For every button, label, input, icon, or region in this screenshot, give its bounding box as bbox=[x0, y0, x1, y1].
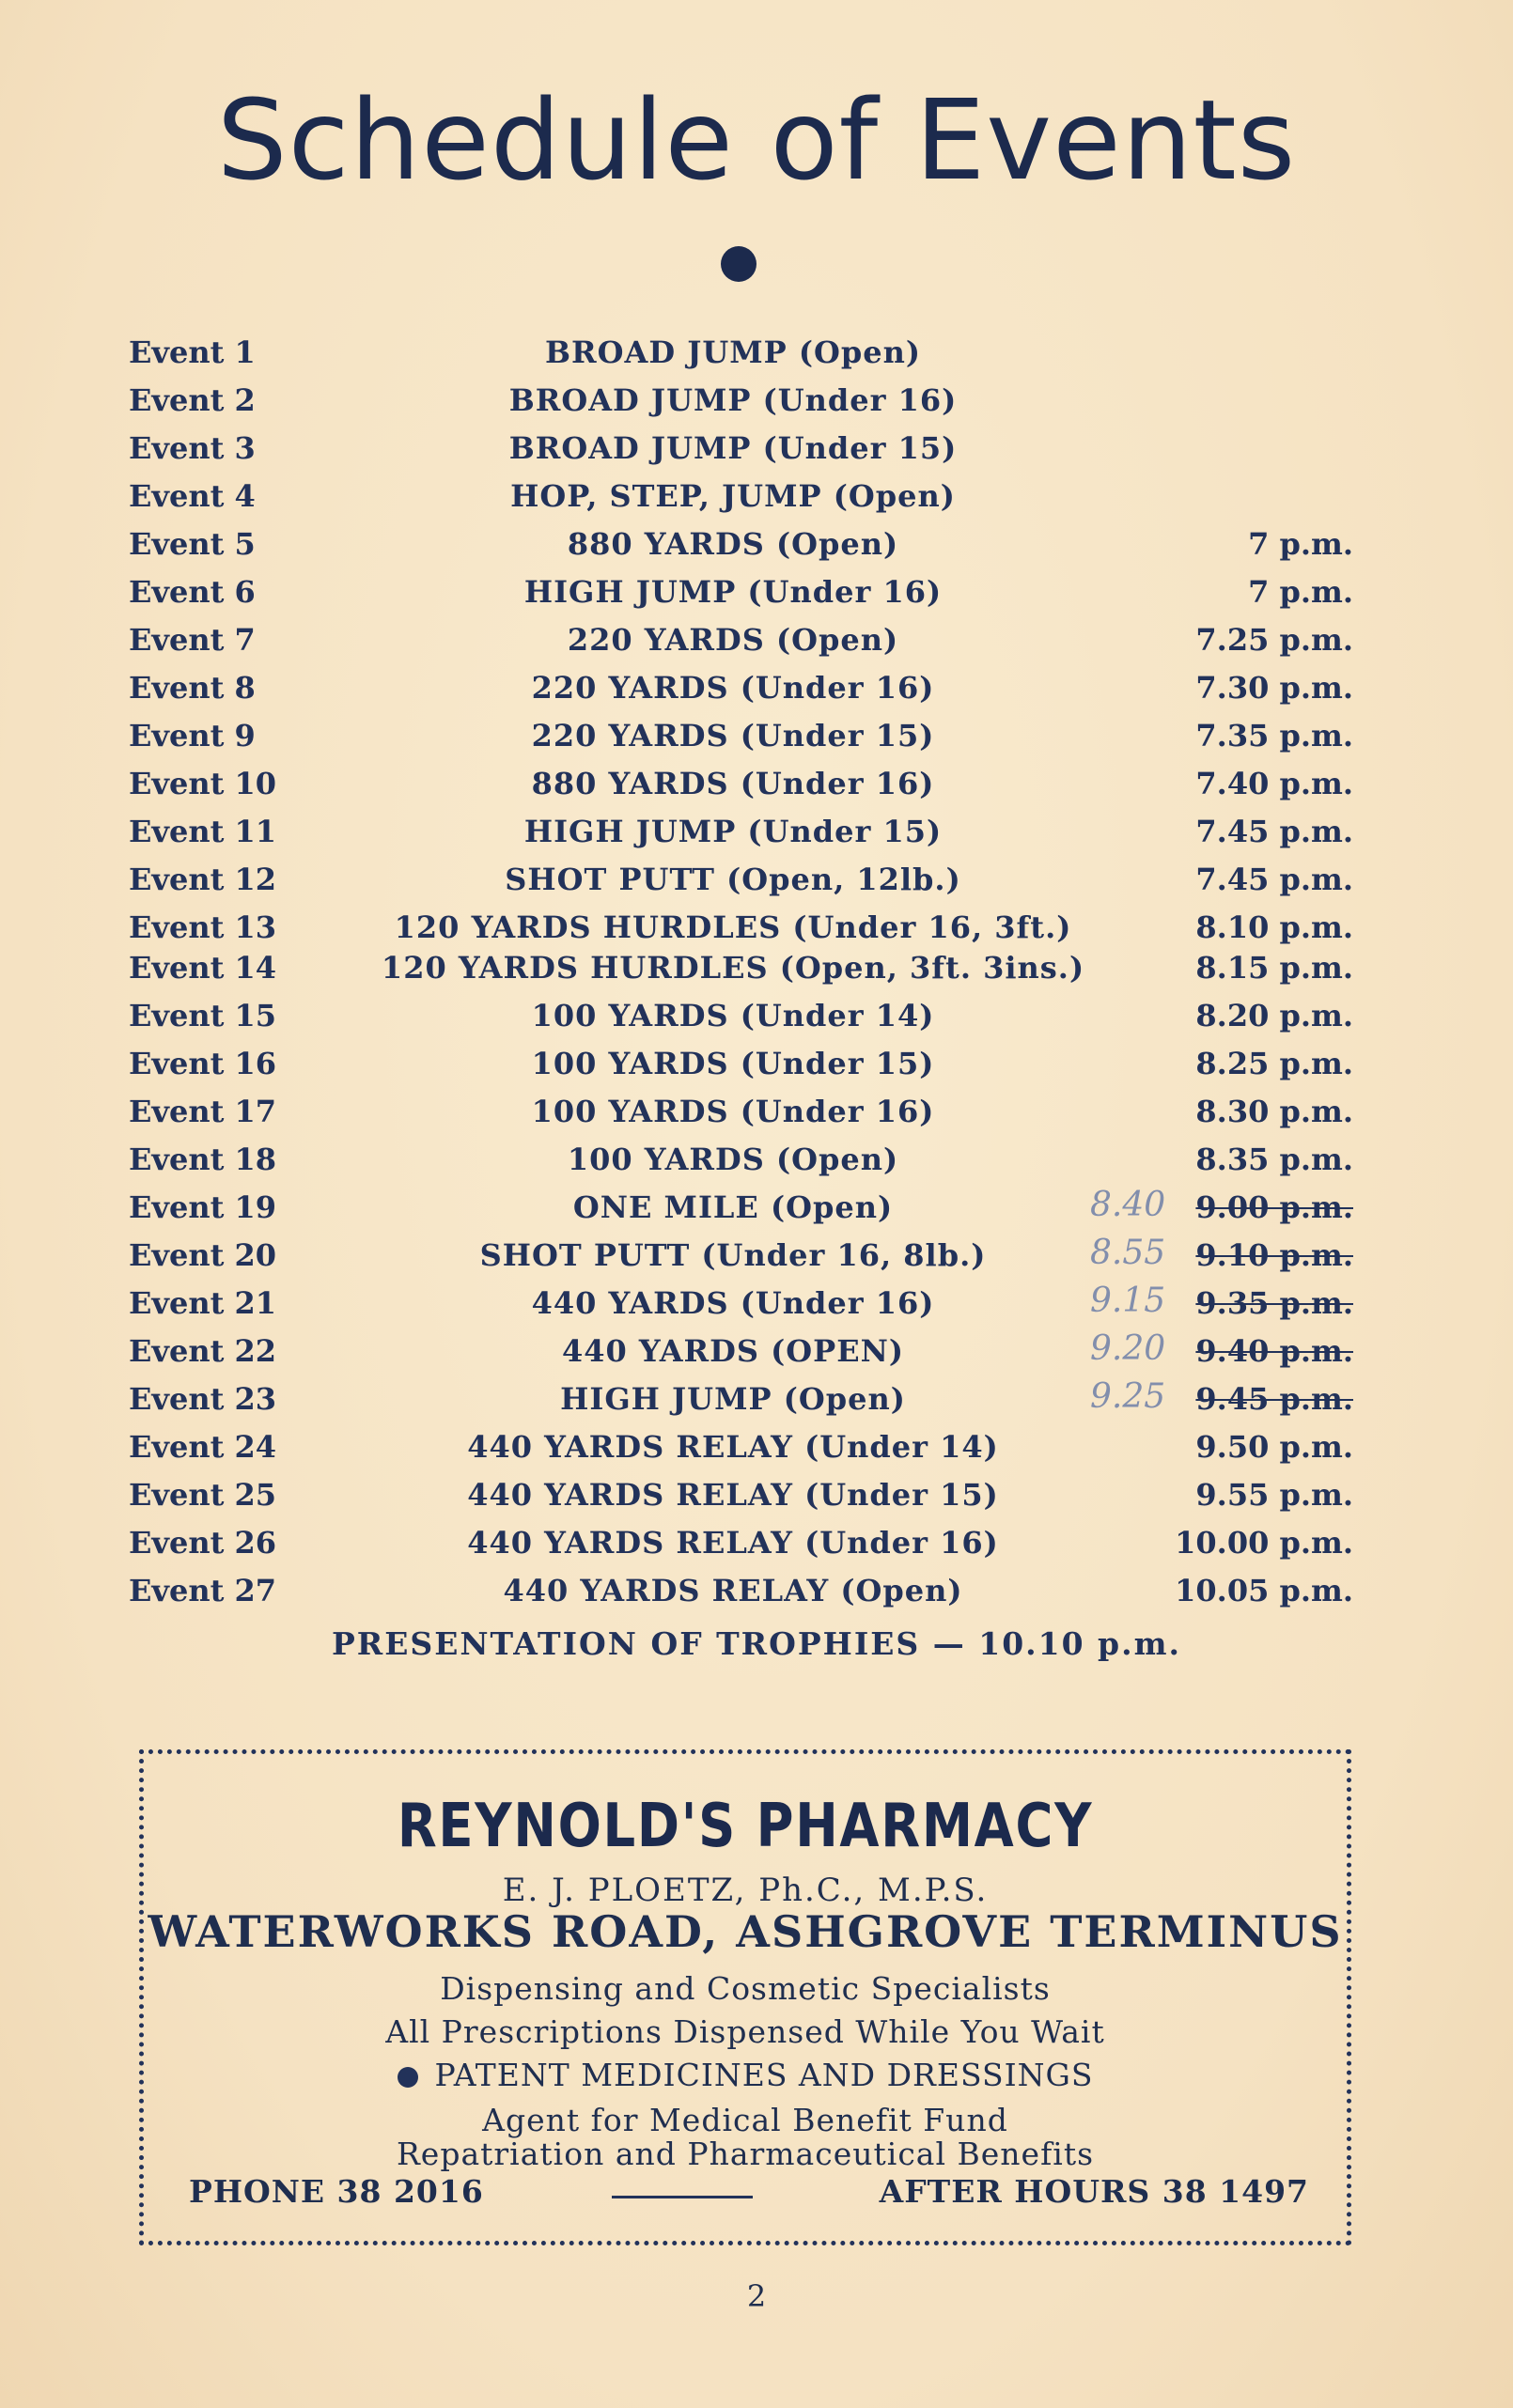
event-time: 9.35 p.m. bbox=[1195, 1285, 1353, 1321]
event-row bbox=[0, 1377, 1513, 1428]
event-number: Event 11 bbox=[129, 814, 277, 849]
event-number: Event 27 bbox=[129, 1573, 277, 1608]
event-name: BROAD JUMP (Open) bbox=[544, 334, 922, 370]
page-number: 2 bbox=[746, 2278, 767, 2314]
event-row bbox=[0, 478, 1513, 525]
ad-line-3-text: PATENT MEDICINES AND DRESSINGS bbox=[434, 2057, 1094, 2093]
event-name: 880 YARDS (Under 16) bbox=[531, 766, 935, 801]
event-row bbox=[0, 1525, 1513, 1572]
event-time: 7.30 p.m. bbox=[1195, 670, 1353, 706]
event-number: Event 3 bbox=[129, 430, 256, 466]
event-row bbox=[0, 1429, 1513, 1476]
event-number: Event 16 bbox=[129, 1046, 277, 1081]
event-number: Event 26 bbox=[129, 1525, 277, 1561]
event-number: Event 1 bbox=[129, 334, 256, 370]
event-number: Event 14 bbox=[129, 950, 277, 986]
event-number: Event 15 bbox=[129, 998, 277, 1033]
event-row bbox=[0, 670, 1513, 717]
event-number: Event 20 bbox=[129, 1237, 277, 1273]
bullet-dot-icon bbox=[721, 246, 756, 282]
event-name: 100 YARDS (Under 14) bbox=[531, 998, 935, 1033]
event-row bbox=[0, 718, 1513, 765]
event-row bbox=[0, 1477, 1513, 1524]
event-number: Event 5 bbox=[129, 526, 256, 562]
event-name: 120 YARDS HURDLES (Under 16, 3ft.) bbox=[394, 909, 1072, 945]
event-name: 100 YARDS (Under 16) bbox=[531, 1094, 935, 1129]
event-time: 9.00 p.m. bbox=[1195, 1189, 1353, 1225]
event-row bbox=[0, 1282, 1513, 1332]
event-time: 7 p.m. bbox=[1248, 574, 1353, 610]
bullet-dot-icon bbox=[398, 2067, 418, 2088]
event-time: 9.50 p.m. bbox=[1195, 1429, 1353, 1465]
presentation-line: PRESENTATION OF TROPHIES — 10.10 p.m. bbox=[331, 1625, 1182, 1662]
handwritten-time: 8.55 bbox=[1090, 1234, 1166, 1272]
event-row bbox=[0, 998, 1513, 1045]
event-row bbox=[0, 1046, 1513, 1093]
pharmacy-advertisement bbox=[139, 1749, 1351, 2245]
ad-business-name: REYNOLD'S PHARMACY bbox=[397, 1792, 1094, 1861]
event-time: 8.25 p.m. bbox=[1195, 1046, 1353, 1081]
event-row bbox=[0, 1094, 1513, 1141]
event-time: 7.35 p.m. bbox=[1195, 718, 1353, 753]
event-row bbox=[0, 1329, 1513, 1380]
event-number: Event 9 bbox=[129, 718, 256, 753]
event-time: 7.45 p.m. bbox=[1195, 814, 1353, 849]
handwritten-time: 9.20 bbox=[1090, 1329, 1166, 1368]
event-name: 120 YARDS HURDLES (Open, 3ft. 3ins.) bbox=[381, 950, 1085, 986]
handwritten-time: 8.40 bbox=[1090, 1186, 1166, 1224]
ad-divider bbox=[612, 2196, 753, 2198]
event-number: Event 22 bbox=[129, 1333, 277, 1369]
event-time: 10.05 p.m. bbox=[1175, 1573, 1353, 1608]
event-number: Event 12 bbox=[129, 862, 277, 897]
event-row bbox=[0, 1234, 1513, 1284]
event-row bbox=[0, 334, 1513, 381]
event-name: 880 YARDS (Open) bbox=[567, 526, 899, 562]
event-name: 220 YARDS (Open) bbox=[567, 622, 899, 658]
event-name: 440 YARDS (OPEN) bbox=[561, 1333, 904, 1369]
event-number: Event 8 bbox=[129, 670, 256, 706]
event-row bbox=[0, 526, 1513, 573]
event-name: 440 YARDS RELAY (Open) bbox=[503, 1573, 963, 1608]
event-name: 220 YARDS (Under 16) bbox=[531, 670, 935, 706]
event-number: Event 24 bbox=[129, 1429, 277, 1465]
ad-phone: PHONE 38 2016 bbox=[189, 2173, 484, 2210]
event-time: 8.15 p.m. bbox=[1195, 950, 1353, 986]
event-number: Event 2 bbox=[129, 382, 256, 418]
event-name: 440 YARDS RELAY (Under 14) bbox=[467, 1429, 999, 1465]
event-time: 7.25 p.m. bbox=[1195, 622, 1353, 658]
event-number: Event 6 bbox=[129, 574, 256, 610]
event-row bbox=[0, 430, 1513, 477]
event-number: Event 4 bbox=[129, 478, 256, 514]
event-name: 440 YARDS (Under 16) bbox=[531, 1285, 935, 1321]
event-time: 10.00 p.m. bbox=[1175, 1525, 1353, 1561]
event-name: BROAD JUMP (Under 15) bbox=[508, 430, 958, 466]
event-row bbox=[0, 1142, 1513, 1188]
event-name: BROAD JUMP (Under 16) bbox=[508, 382, 958, 418]
event-number: Event 23 bbox=[129, 1381, 277, 1417]
event-time: 9.45 p.m. bbox=[1195, 1381, 1353, 1417]
ad-address: WATERWORKS ROAD, ASHGROVE TERMINUS bbox=[148, 1906, 1343, 1957]
event-name: HIGH JUMP (Under 16) bbox=[523, 574, 943, 610]
event-name: 100 YARDS (Under 15) bbox=[531, 1046, 935, 1081]
event-row bbox=[0, 950, 1513, 997]
handwritten-time: 9.15 bbox=[1090, 1282, 1166, 1320]
event-time: 9.10 p.m. bbox=[1195, 1237, 1353, 1273]
ad-after-hours: AFTER HOURS 38 1497 bbox=[879, 2173, 1309, 2210]
event-time: 7.45 p.m. bbox=[1195, 862, 1353, 897]
handwritten-time: 9.25 bbox=[1090, 1377, 1166, 1416]
event-row bbox=[0, 766, 1513, 813]
event-name: HOP, STEP, JUMP (Open) bbox=[510, 478, 956, 514]
ad-line-2: All Prescriptions Dispensed While You Wait bbox=[385, 2013, 1105, 2050]
event-time: 8.30 p.m. bbox=[1195, 1094, 1353, 1129]
event-time: 9.40 p.m. bbox=[1195, 1333, 1353, 1369]
ad-line-5: Repatriation and Pharmaceutical Benefits bbox=[396, 2136, 1095, 2172]
event-row bbox=[0, 862, 1513, 909]
event-time: 7 p.m. bbox=[1248, 526, 1353, 562]
event-number: Event 13 bbox=[129, 909, 277, 945]
event-time: 8.35 p.m. bbox=[1195, 1142, 1353, 1177]
event-name: 100 YARDS (Open) bbox=[567, 1142, 899, 1177]
event-number: Event 18 bbox=[129, 1142, 277, 1177]
ad-line-1: Dispensing and Cosmetic Specialists bbox=[440, 1970, 1051, 2007]
event-number: Event 10 bbox=[129, 766, 277, 801]
event-row bbox=[0, 382, 1513, 429]
event-row bbox=[0, 574, 1513, 621]
event-name: HIGH JUMP (Open) bbox=[560, 1381, 906, 1417]
ad-line-4: Agent for Medical Benefit Fund bbox=[482, 2102, 1008, 2138]
event-time: 9.55 p.m. bbox=[1195, 1477, 1353, 1513]
event-row bbox=[0, 622, 1513, 669]
event-number: Event 25 bbox=[129, 1477, 277, 1513]
event-row bbox=[0, 1186, 1513, 1236]
event-time: 8.10 p.m. bbox=[1195, 909, 1353, 945]
ad-line-3 bbox=[144, 2057, 1347, 2093]
ad-owner: E. J. PLOETZ, Ph.C., M.P.S. bbox=[502, 1872, 989, 1909]
event-number: Event 17 bbox=[129, 1094, 277, 1129]
event-number: Event 19 bbox=[129, 1189, 277, 1225]
event-time: 8.20 p.m. bbox=[1195, 998, 1353, 1033]
event-name: 440 YARDS RELAY (Under 16) bbox=[467, 1525, 999, 1561]
event-number: Event 21 bbox=[129, 1285, 277, 1321]
event-time: 7.40 p.m. bbox=[1195, 766, 1353, 801]
event-row bbox=[0, 1573, 1513, 1620]
event-number: Event 7 bbox=[129, 622, 256, 658]
event-row bbox=[0, 814, 1513, 861]
event-name: SHOT PUTT (Open, 12lb.) bbox=[505, 862, 961, 897]
page-title: Schedule of Events bbox=[216, 75, 1297, 205]
event-name: 440 YARDS RELAY (Under 15) bbox=[467, 1477, 999, 1513]
event-name: HIGH JUMP (Under 15) bbox=[523, 814, 943, 849]
event-name: ONE MILE (Open) bbox=[572, 1189, 894, 1225]
event-name: SHOT PUTT (Under 16, 8lb.) bbox=[479, 1237, 987, 1273]
event-name: 220 YARDS (Under 15) bbox=[531, 718, 935, 753]
